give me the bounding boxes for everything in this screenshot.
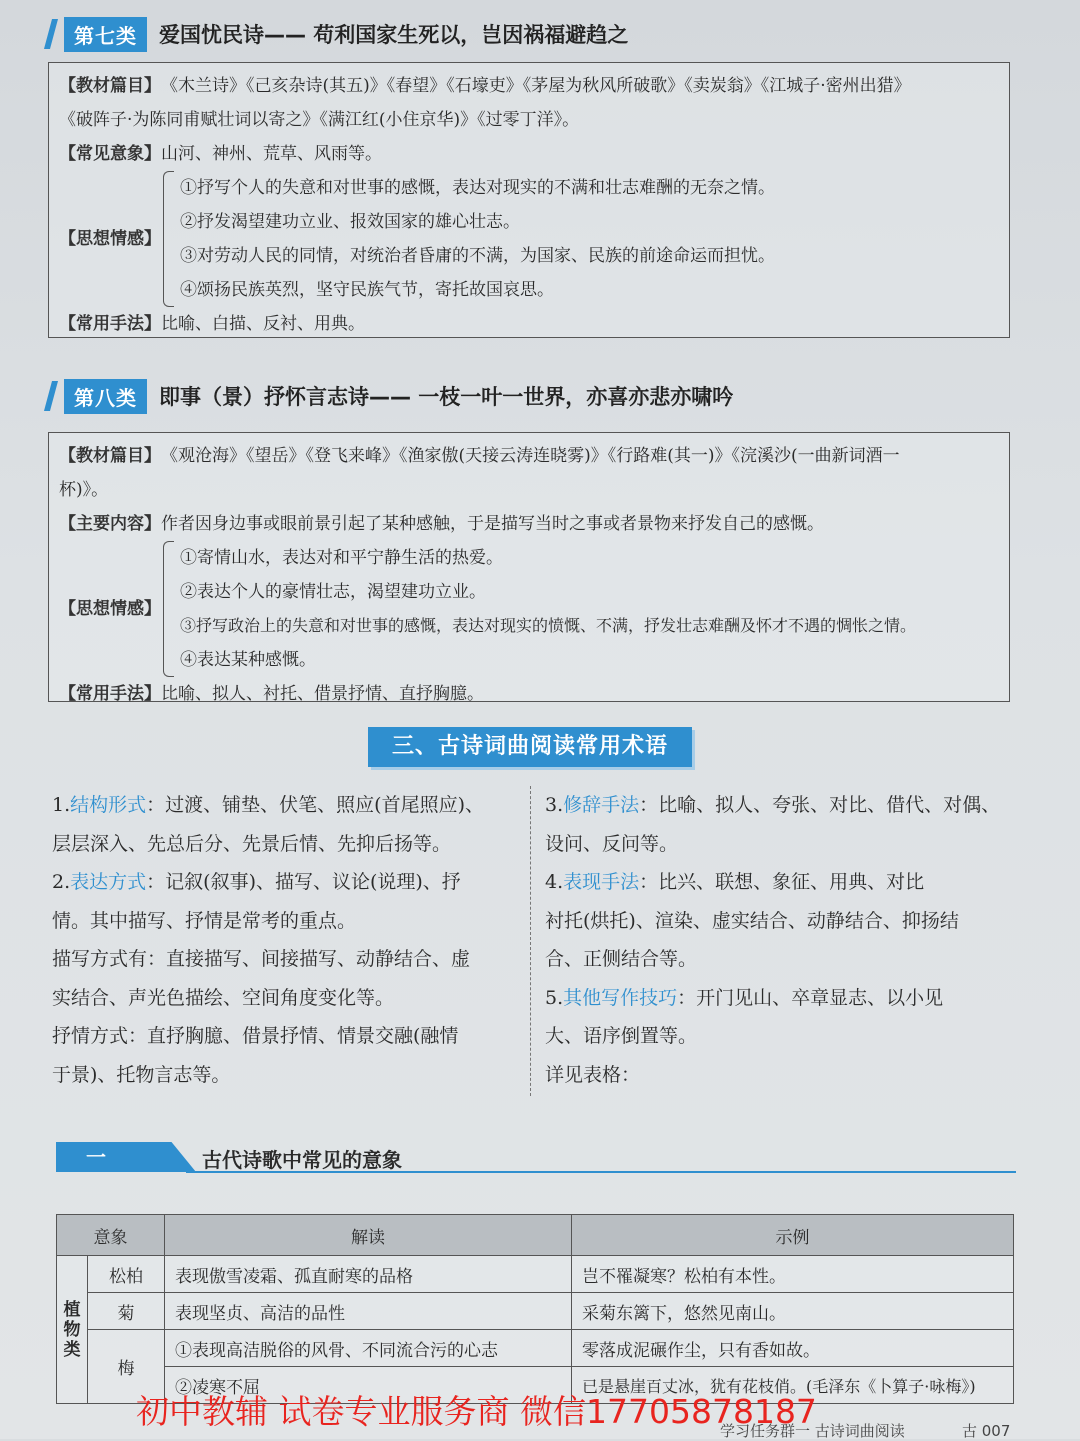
category-7-tag: 第七类	[64, 17, 147, 52]
works-label: 【教材篇目】	[59, 76, 161, 96]
category-7-box	[48, 62, 1010, 338]
term-text: 层层深入、先总后分、先景后情、先抑后扬等。	[52, 832, 452, 855]
term-text: 情。其中描写、抒情是常考的重点。	[52, 909, 357, 932]
term-number: 4.	[545, 871, 564, 893]
table-header: 意象	[57, 1215, 165, 1256]
term-heading: 表达方式	[70, 871, 147, 893]
term-text: ：开门见山、卒章显志、以小见	[677, 986, 944, 1009]
brace-icon	[163, 171, 174, 307]
term-heading: 表现手法	[563, 871, 640, 893]
imagery-cell: 松柏	[88, 1256, 165, 1293]
emotion-item: ①抒写个人的失意和对世事的感慨，表达对现实的不满和壮志难酬的无奈之情。	[180, 178, 775, 198]
method-label: 【常用手法】	[59, 684, 161, 704]
stripe-icon	[44, 19, 58, 49]
terms-left-column	[52, 786, 522, 1094]
category-7-header	[48, 16, 628, 52]
imagery-subsection-header	[56, 1138, 1016, 1176]
emotion-item: ②表达个人的豪情壮志，渴望建功立业。	[180, 582, 486, 602]
imagery-table	[56, 1214, 1014, 1404]
group-cell: 植物类	[57, 1256, 88, 1404]
subsection-title: 古代诗歌中常见的意象	[202, 1148, 402, 1172]
content-text: 作者因身边事或眼前景引起了某种感触，于是描写当时之事或者景物来抒发自己的感慨。	[161, 514, 824, 534]
page-number: 古 007	[962, 1422, 1011, 1440]
works-label: 【教材篇目】	[59, 446, 161, 466]
example-cell: 已是悬崖百丈冰，犹有花枝俏。(毛泽东《卜算子·咏梅》)	[572, 1367, 1014, 1404]
section-3-banner: 三、古诗词曲阅读常用术语	[368, 727, 692, 767]
emotion-item: ①寄情山水，表达对和平宁静生活的热爱。	[180, 548, 503, 568]
term-text: 衬托(烘托)、渲染、虚实结合、动静结合、抑扬结	[545, 909, 959, 932]
brace-icon	[163, 541, 174, 677]
method-text: 比喻、拟人、衬托、借景抒情、直抒胸臆。	[161, 684, 484, 704]
term-text: 描写方式有：直接描写、间接描写、动静结合、虚	[52, 948, 471, 970]
content-label: 【主要内容】	[59, 514, 161, 534]
category-7-title: 爱国忧民诗—— 苟利国家生死以，岂因祸福避趋之	[159, 23, 629, 47]
term-text: 抒情方式：直抒胸臆、借景抒情、情景交融(融情	[52, 1025, 459, 1047]
works-text: 《观沧海》《望岳》《登飞来峰》《渔家傲(天接云涛连晓雾)》《行路难(其一)》《浣溪沙(一曲新词酒一	[161, 446, 900, 466]
watermark-text: 初中教辅 试卷专业服务商 微信17705878187	[136, 1392, 817, 1431]
term-number: 3.	[545, 794, 564, 816]
category-8-box	[48, 432, 1010, 702]
category-8-tag: 第八类	[64, 379, 147, 414]
term-number: 2.	[52, 871, 71, 893]
table-header: 示例	[572, 1215, 1014, 1256]
table-row	[57, 1293, 1014, 1330]
footer-section-label: 学习任务群一 古诗词曲阅读	[720, 1422, 905, 1440]
table-row	[57, 1256, 1014, 1293]
term-number: 5.	[545, 986, 564, 1009]
works-text: 《木兰诗》《己亥杂诗(其五)》《春望》《石壕吏》《茅屋为秋风所破歌》《卖炭翁》《江城子·密州出猎》	[161, 76, 911, 96]
example-cell: 岂不罹凝寒？松柏有本性。	[572, 1256, 1014, 1293]
emotion-label: 【思想情感】	[59, 229, 161, 249]
imagery-label: 【常见意象】	[59, 144, 161, 164]
term-text: ：比兴、联想、象征、用典、对比	[639, 871, 925, 893]
term-heading: 修辞手法	[563, 794, 640, 816]
emotion-item: ②抒发渴望建功立业、报效国家的雄心壮志。	[180, 212, 520, 232]
emotion-item: ③抒写政治上的失意和对世事的感慨，表达对现实的愤慨、不满，抒发壮志难酬及怀才不遇的惆怅之情。	[180, 616, 917, 635]
works-text-cont: 《破阵子·为陈同甫赋壮词以寄之》《满江红(小住京华)》《过零丁洋》。	[59, 110, 580, 130]
imagery-cell: 梅	[88, 1330, 165, 1404]
column-divider	[530, 786, 531, 1096]
category-8-title: 即事（景）抒怀言志诗—— 一枝一叶一世界，亦喜亦悲亦啸吟	[159, 385, 734, 409]
term-text: 合、正侧结合等。	[545, 948, 698, 970]
reading-cell: ②凌寒不屈	[165, 1367, 572, 1404]
term-text: 大、语序倒置等。	[545, 1025, 698, 1047]
works-text-cont: 杯)》。	[59, 480, 109, 500]
term-heading: 其他写作技巧	[563, 986, 678, 1009]
table-row	[57, 1330, 1014, 1367]
term-text: 于景)、托物言志等。	[52, 1063, 231, 1086]
term-number: 1.	[52, 794, 71, 816]
table-header-row	[57, 1215, 1014, 1256]
method-text: 比喻、白描、反衬、用典。	[161, 314, 365, 334]
term-text: ：比喻、拟人、夸张、对比、借代、对偶、	[639, 794, 1001, 816]
chip-tail-shape	[126, 1142, 196, 1172]
term-text: 详见表格：	[545, 1063, 641, 1086]
subsection-underline	[186, 1171, 1016, 1173]
emotion-item: ③对劳动人民的同情，对统治者昏庸的不满，为国家、民族的前途命运而担忧。	[180, 246, 775, 266]
example-cell: 零落成泥碾作尘，只有香如故。	[572, 1330, 1014, 1367]
term-text: ：过渡、铺垫、伏笔、照应(首尾照应)、	[146, 794, 484, 816]
emotion-item: ④表达某种感慨。	[180, 650, 316, 670]
stripe-icon	[44, 381, 58, 411]
method-label: 【常用手法】	[59, 314, 161, 334]
example-cell: 采菊东篱下，悠然见南山。	[572, 1293, 1014, 1330]
subsection-chip: 一	[56, 1142, 136, 1172]
category-8-header	[48, 378, 733, 414]
term-text: ：记叙(叙事)、描写、议论(说理)、抒	[146, 871, 461, 893]
emotion-label: 【思想情感】	[59, 599, 161, 619]
reading-cell: 表现坚贞、高洁的品性	[165, 1293, 572, 1330]
term-text: 设问、反问等。	[545, 832, 679, 855]
table-header: 解读	[165, 1215, 572, 1256]
terms-right-column	[545, 786, 1015, 1094]
imagery-text: 山河、神州、荒草、风雨等。	[161, 144, 382, 164]
reading-cell: ①表现高洁脱俗的风骨、不同流合污的心志	[165, 1330, 572, 1367]
term-heading: 结构形式	[70, 794, 147, 816]
term-text: 实结合、声光色描绘、空间角度变化等。	[52, 986, 395, 1009]
emotion-item: ④颂扬民族英烈，坚守民族气节，寄托故国哀思。	[180, 280, 554, 300]
reading-cell: 表现傲雪凌霜、孤直耐寒的品格	[165, 1256, 572, 1293]
imagery-cell: 菊	[88, 1293, 165, 1330]
